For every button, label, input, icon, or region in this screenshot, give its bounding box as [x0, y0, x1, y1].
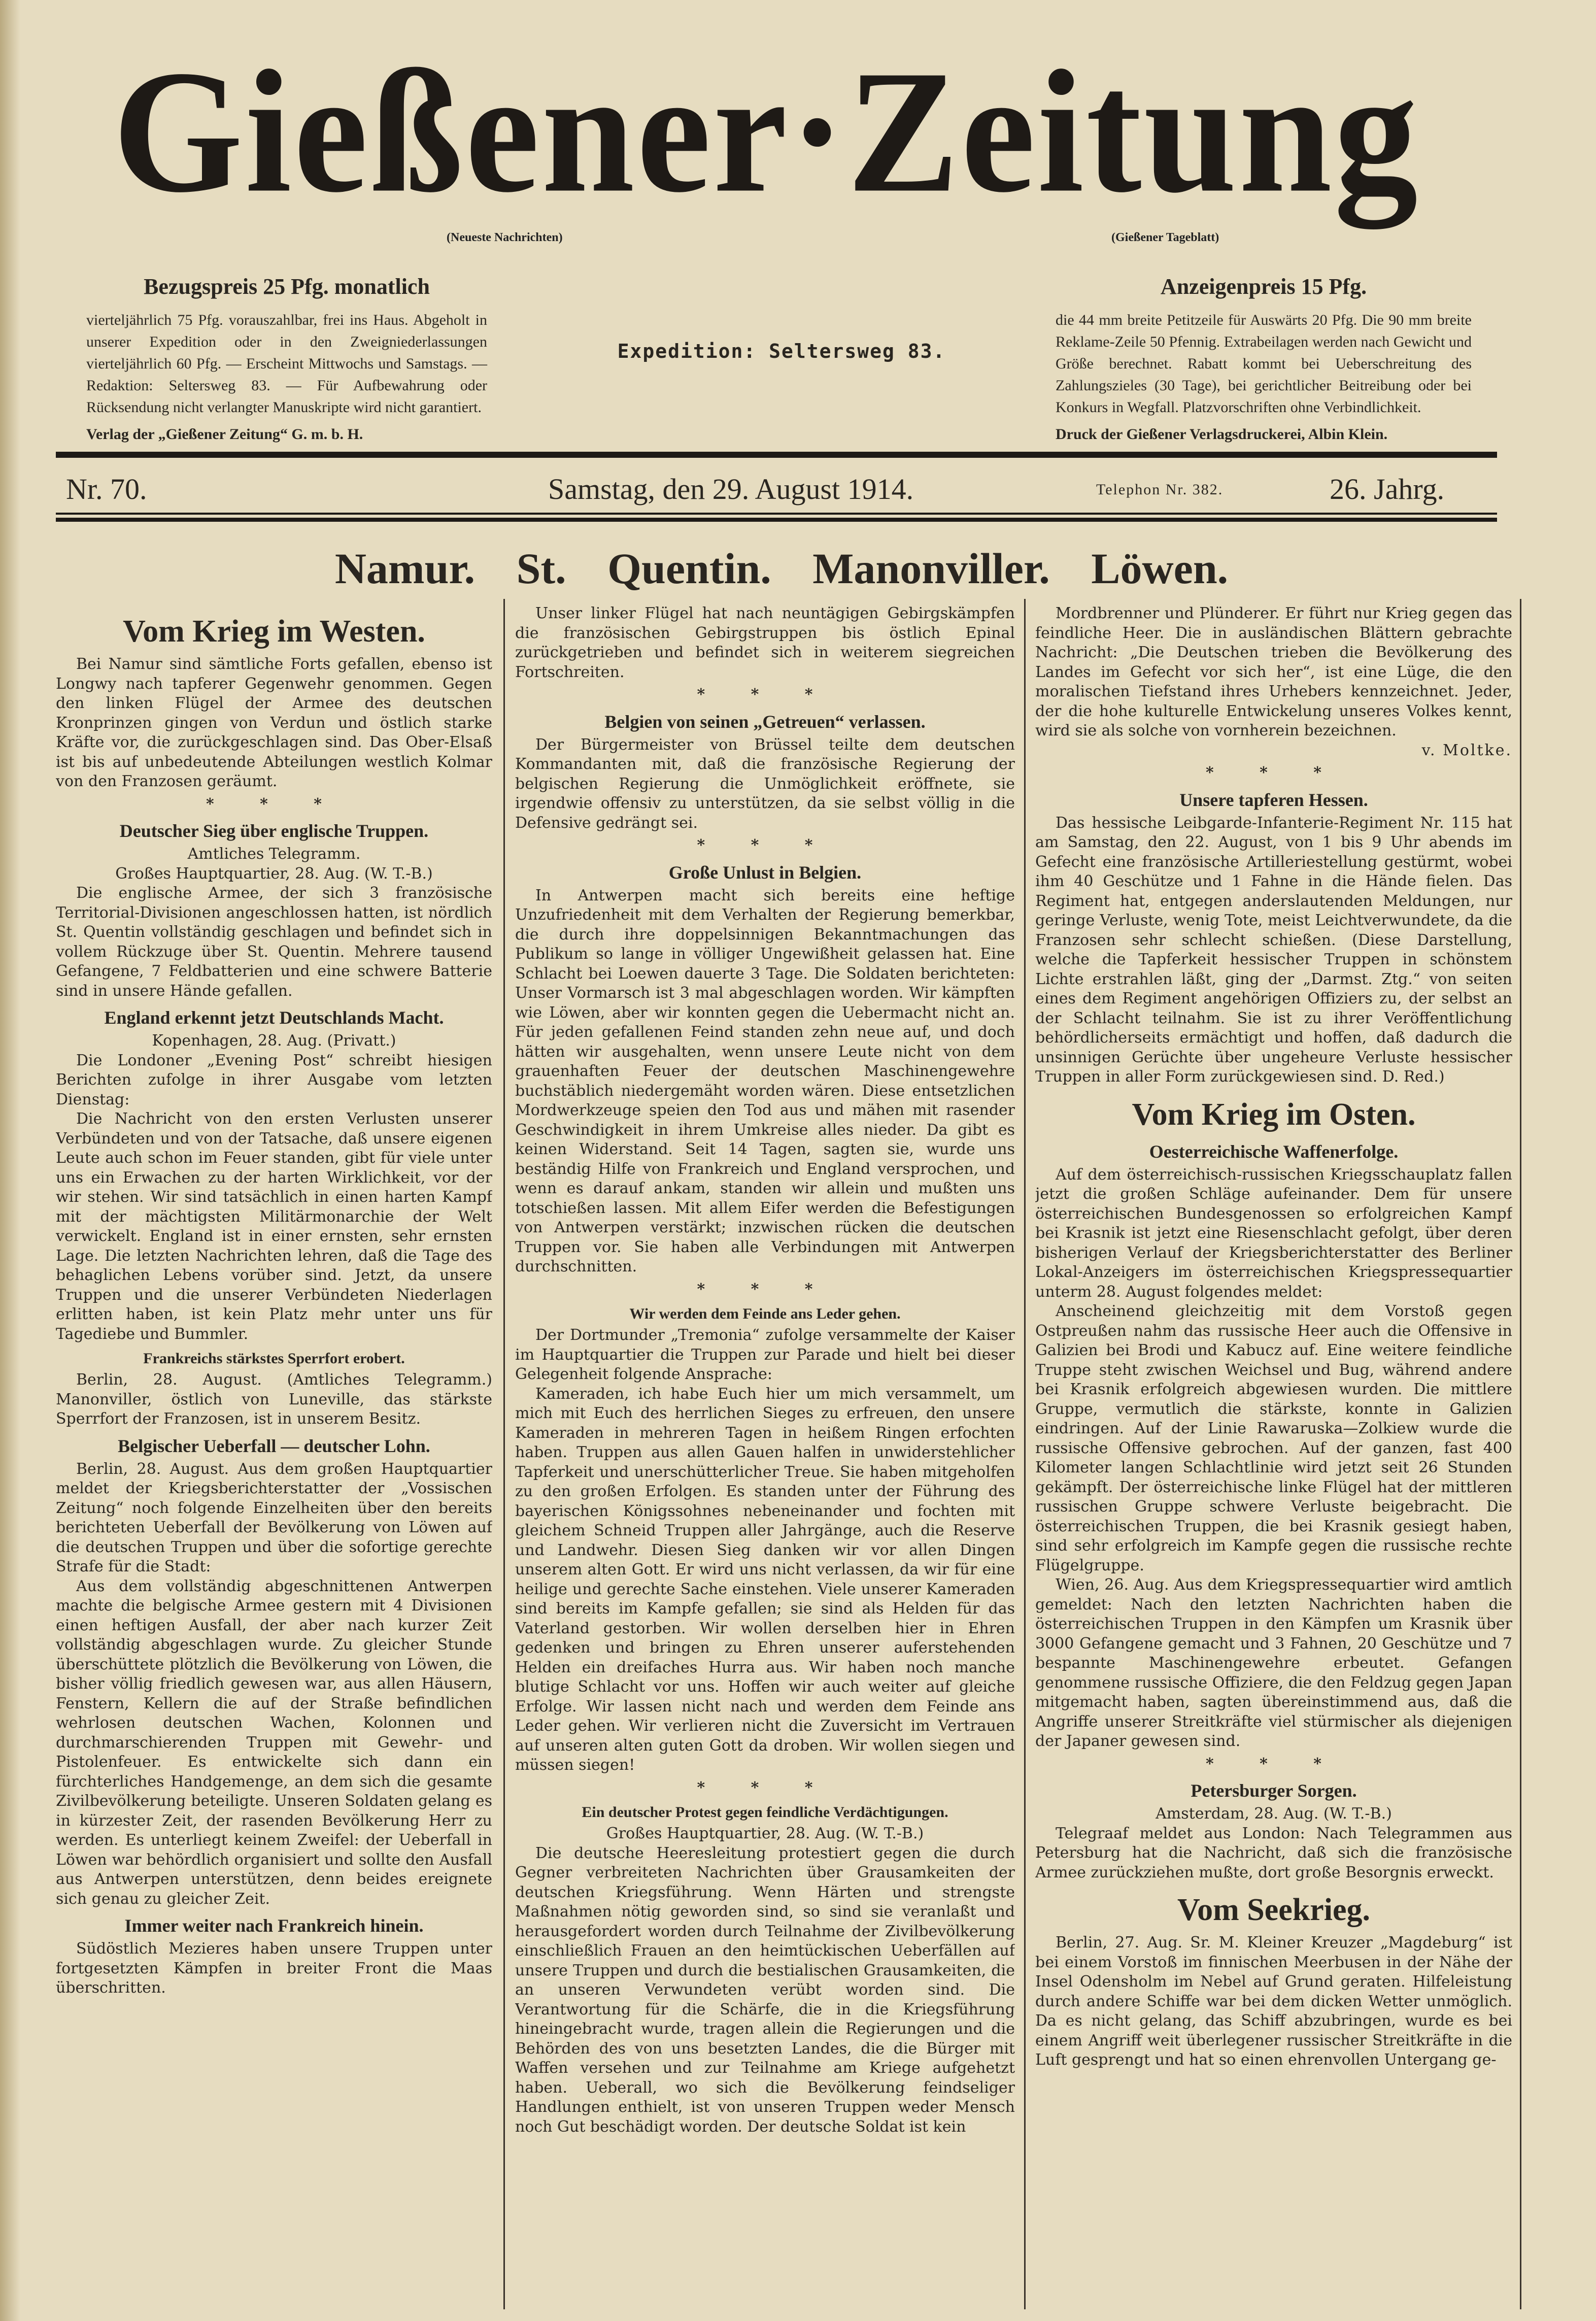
article-paragraph: Südöstlich Mezieres haben unsere Truppen unter fortgesetzten Kämpfen in breiter Front die Maas überschritten. [56, 1940, 492, 1997]
article-paragraph: Das hessische Leibgarde-Infanterie-Regiment Nr. 115 hat am Samstag, den 22. August, von 1 bis 9 Uhr abends im Gefecht eine französische Artilleriestellung gestürmt, wobei ihm 40 Geschütze und 1 Fahne in die Hände fielen. Das Regiment hat, entgegen anderslautenden Meldungen, nur geringe Verluste, wenig Tote, meist Leichtverwundete, da die Franzosen sehr schlecht schießen. (Diese Darstellung, welche die Tapferkeit hessischer Truppen in schönstem Lichte erstrahlen läßt, ging der „Darmst. Ztg.“ von seiten eines dem Regiment angehörigen Offiziers zu, der selbst an der Schlacht teilnahm. Sie ist zu ihrer Veröffentlichung behördlicherseits ermächtigt und hoffen, daß dadurch die unsinnigen Gerüchte über ungeheure Verluste hessischer Truppen in aller Form zurückgewiesen sind. D. Red.) [1035, 814, 1512, 1086]
article-heading: Immer weiter nach Frankreich hinein. [124, 1915, 424, 1936]
article-paragraph: Anscheinend gleichzeitig mit dem Vorstoß gegen Ostpreußen nahm das russische Heer auch die Offensive in Galizien bei Brodi und Kabucz auf. Eine weitere feindliche Truppe steht zwischen Weichsel und Bug, während andere bei Krasnik erfolgreich abgewiesen wurden. Die mittlere Gruppe, vermutlich die stärkste, konnte in Galizien eindringen. Auf der Linie Rawaruska—Zolkiew wurde die russische Offensive gebrochen. Auf der ganzen, fast 400 Kilometer langen Schlachtlinie wird jetzt seit 26 Stunden gekämpft. Der österreichische linke Flügel hat der mittleren russischen Gruppe schwere Verluste beigebracht. Die österreichischen Truppen, die bei Krasnik gesiegt haben, sind sehr erfolgreich im Kampfe gegen die russische rechte Flügelgruppe. [1035, 1302, 1512, 1574]
article-heading: Deutscher Sieg über englische Truppen. [119, 821, 429, 841]
article-paragraph: Berlin, 27. Aug. Sr. M. Kleiner Kreuzer „Magdeburg“ ist bei einem Vorstoß im finnischen Meerbusen in der Nähe der Insel Odensholm im Nebel auf Grund geraten. Hilfeleistung durch andere Schiffe war bei dem dicken Wetter unmöglich. Da es nicht gelang, das Schiff abzubringen, wurde es bei einem Angriff weit überlegener russischer Streitkräfte in die Luft gesprengt und hat so einen ehrenvollen Untergang ge- [1035, 1934, 1512, 2069]
separator-stars: * * * [1206, 764, 1342, 782]
article-paragraph: Die englische Armee, der sich 3 französische Territorial-Divisionen angeschlossen hatten, ist nördlich St. Quentin vollständig geschlagen und befindet sich in vollem Rückzuge über St. Quentin. Mehrere tausend Gefangene, 7 Feldbatterien und eine schwere Batterie sind in unsere Hände gefallen. [56, 884, 492, 1000]
article-subheading: Ein deutscher Protest gegen feindliche Verdächtigungen. [582, 1804, 948, 1821]
telephone-number: Telephon Nr. 382. [1096, 481, 1224, 498]
article-heading: England erkennt jetzt Deutschlands Macht. [104, 1007, 444, 1028]
advertising-price: Anzeigenpreis 15 Pfg. [1160, 274, 1367, 299]
masthead-sublabel-left: (Neueste Nachrichten) [447, 231, 563, 244]
article-paragraph: Aus dem vollständig abgeschnittenen Antwerpen machte die belgische Armee gestern mit 4 Divisionen einen heftigen Ausfall, der aber nach kurzer Zeit vollständig abgeschlagen wurde. Zu gleicher Stunde überschüttete plötzlich die Bevölkerung von Löwen, die bisher völlig friedlich gewesen war, aus allen Häusern, Fenstern, Kellern die auf der Straße befindlichen wehrlosen deutschen Wachen, Kolonnen und durchmarschierenden Truppen mit Gewehr- und Pistolenfeuer. Es entwickelte sich dann ein fürchterliches Handgemenge, an dem sich die gesamte Zivilbevölkerung beteiligte. Unseren Soldaten gelang es in kürzester Zeit, der rasenden Bevölkerung Herr zu werden. Es unterliegt keinem Zweifel: der Ueberfall in Löwen war behördlich organisiert und sollte den Ausfall aus Antwerpen unterstützen, denn beides ereignete sich genau zu gleicher Zeit. [56, 1577, 492, 1908]
separator-stars: * * * [206, 795, 342, 813]
separator-stars: * * * [697, 1778, 833, 1797]
article-subheading: Wir werden dem Feinde ans Leder gehen. [629, 1305, 901, 1322]
separator-stars: * * * [697, 1280, 833, 1298]
column-divider [1024, 599, 1026, 2309]
article-paragraph: Der Dortmunder „Tremonia“ zufolge versammelte der Kaiser im Hauptquartier die Truppen zur Parade und hielt bei dieser Gelegenheit folgende Ansprache: [515, 1326, 1015, 1383]
article-signature: v. Moltke. [1421, 741, 1512, 759]
article-paragraph: Die Nachricht von den ersten Verlusten unserer Verbündeten und von der Tatsache, daß unsere eigenen Leute auch schon im Feuer standen, gibt für viele unter uns ein Erwachen zu der harten Wirklichkeit, vor der wir stehen. Wir sind tatsächlich in einen harten Kampf mit der mächtigsten Militärmonarchie der Welt verwickelt. England ist in einer ernsten, sehr ernsten Lage. Die letzten Nachrichten lehren, daß die Tage des behaglichen Lebens vorüber sind. Jetzt, da unsere Truppen und die unserer Verbündeten Niederlagen erlitten haben, ist kein Platz mehr unter uns für Tagediebe und Bummler. [56, 1110, 492, 1343]
subscription-terms: vierteljährlich 75 Pfg. vorauszahlbar, frei ins Haus. Abgeholt in unserer Expedition oder in den Zweigniederlassungen vierteljährlich 60 Pfg. — Erscheint Mittwochs und Samstags. — Redaktion: Seltersweg 83. — Für Aufbewahrung oder Rücksendung nicht verlangter Manuskripte wird nicht garantiert. [86, 312, 487, 416]
page-border [1520, 599, 1521, 2309]
article-paragraph: Die Londoner „Evening Post“ schreibt hiesigen Berichten zufolge in ihrer Ausgabe vom letzten Dienstag: [56, 1051, 492, 1108]
dateline-rule-bottom [56, 518, 1497, 522]
article-dateline: Großes Hauptquartier, 28. Aug. (W. T.-B.) [115, 864, 433, 883]
front-page-headline: Namur. St. Quentin. Manonviller. Löwen. [334, 544, 1229, 593]
column-divider [503, 599, 505, 2309]
advertising-terms: die 44 mm breite Petitzeile für Auswärts 20 Pfg. Die 90 mm breite Reklame-Zeile 50 Pfennig. Extrabeilagen werden nach Gewicht und Größe berechnet. Rabatt kommt bei Ueberschreitung des Zahlungszieles (30 Tage), bei gerichtlicher Beitreibung oder bei Konkurs in Wegfall. Platzvorschriften ohne Verbindlichkeit. [1056, 312, 1472, 416]
section-heading: Vom Seekrieg. [1177, 1893, 1370, 1927]
page-edge [0, 0, 20, 2321]
dateline-rule-top [56, 513, 1497, 515]
article-dateline: Kopenhagen, 28. Aug. (Privatt.) [152, 1032, 396, 1050]
article-paragraph: In Antwerpen macht sich bereits eine heftige Unzufriedenheit mit dem Verhalten der Regierung bemerkbar, die durch ihre doppelsinnigen Bekanntmachungen das Publikum so lange in völliger Ungewißheit gelassen hat. Eine Schlacht bei Loewen dauerte 3 Tage. Die Soldaten berichteten: Unser Vormarsch ist 3 mal abgeschlagen worden. Wir kämpften wie Löwen, aber wir konnten gegen die Uebermacht nicht an. Für jeden gefallenen Feind standen zehn neue auf, und doch hätten wir ausgehalten, wenn unsere Leute nicht von dem grauenhaften Feuer der deutschen Maschinengewehre buchstäblich niedergemäht worden wären. Diese entsetzlichen Mordwerkzeuge speien den Tod aus und mähen mit rasender Geschwindigkeit in ihrem Umkreise alles nieder. Da gibt es keinen Widerstand. Seit 14 Tagen, sagten sie, wurde uns beständig Hilfe von Frankreich und England versprochen, und wenn es darauf ankam, standen wir allein und mußten uns totschießen lassen. Mit allem Eifer werden die Befestigungen von Antwerpen verstärkt; inzwischen rücken die deutschen Truppen vor. Sie haben alle Verbindungen mit Antwerpen durchschnitten. [515, 886, 1015, 1275]
article-paragraph: Kameraden, ich habe Euch hier um mich versammelt, um mich mit Euch des herrlichen Sieges zu erfreuen, den unsere Kameraden in mehreren Tagen in heißem Ringen erfochten haben. Truppen aus allen Gauen halfen in unwiderstehlicher Tapferkeit und unerschütterlicher Treue. Sie haben mitgeholfen zu den großen Erfolgen. Es standen unter der Führung des bayerischen Königssohnes nebeneinander und fochten mit gleichem Schneid Truppen aller Jahrgänge, auch die Reserve und Landwehr. Diesen Sieg danken wir vor allen Dingen unserem alten Gott. Er wird uns nicht verlassen, da wir für eine heilige und gerechte Sache einstehen. Viele unserer Kameraden sind bereits im Kampfe gefallen; sie sind als Helden für das Vaterland gestorben. Wir wollen derselben hier in Ehren gedenken und bringen zu Ehren unserer auferstehenden Helden ein dreifaches Hurra aus. Wir haben noch manche blutige Schlacht vor uns. Hoffen wir auch weiter auf gleiche Erfolge. Wir lassen nicht nach und werden dem Feinde ans Leder gehen. Wir verlieren nicht die Zuversicht im Vertrauen auf unseren alten guten Gott da droben. Wir wollen siegen und müssen siegen! [515, 1385, 1015, 1774]
column-1 [56, 604, 492, 2309]
article-paragraph: Mordbrenner und Plünderer. Er führt nur Krieg gegen das feindliche Heer. Die in ausländischen Blättern gebrachte Nachricht: „Die Deutschen trieben die Bevölkerung des Landes im Gefecht vor sich her“, ist eine Lüge, die den moralischen Tiefstand ihres Urhebers kennzeichnet. Jeder, der die hohe kulturelle Entwickelung unseres Volkes kennt, wird sie als solche von vornherein bezeichnen. [1035, 604, 1512, 739]
header-rule [56, 452, 1497, 458]
masthead-title: Gießener·Zeitung [113, 34, 1420, 229]
article-heading: Petersburger Sorgen. [1191, 1780, 1357, 1801]
article-heading: Große Unlust in Belgien. [668, 862, 862, 883]
article-paragraph: Berlin, 28. August. Aus dem großen Hauptquartier meldet der Kriegsberichterstatter der „Vossischen Zeitung“ noch folgende Einzelheiten über den bereits berichteten Ueberfall der Bevölkerung von Löwen auf die deutschen Truppen und über die sofortige gerechte Strafe für die Stadt: [56, 1460, 492, 1575]
section-heading: Vom Krieg im Westen. [123, 614, 425, 649]
separator-stars: * * * [697, 836, 833, 854]
subscription-box [86, 272, 487, 445]
article-paragraph: Auf dem österreichisch-russischen Kriegsschauplatz fallen jetzt die großen Schläge aufeinander. Dem für unsere österreichischen Bundesgenossen so erfolgreichen Kampf bei Krasnik ist jetzt eine Riesenschlacht gefolgt, über deren bisherigen Verlauf der Kriegsberichterstatter des Berliner Lokal-Anzeigers im österreichischen Kriegspressequartier unterm 28. August folgendes meldet: [1035, 1165, 1512, 1301]
article-paragraph: Unser linker Flügel hat nach neuntägigen Gebirgskämpfen die französischen Gebirgstruppen bis östlich Epinal zurückgetrieben und befindet sich in weiterem siegreichen Fortschreiten. [515, 604, 1015, 681]
article-heading: Unsere tapferen Hessen. [1179, 789, 1368, 810]
column-3 [1035, 604, 1512, 2309]
article-dateline: Amtliches Telegramm. [187, 845, 361, 863]
article-paragraph: Bei Namur sind sämtliche Forts gefallen, ebenso ist Longwy nach tapferer Gegenwehr genommen. Gegen den linken Flügel der Armee des deutschen Kronprinzen gingen von Verdun und östlich starke Kräfte vor, die zurückgeschlagen sind. Das Ober-Elsaß ist bis auf unbedeutende Abteilungen westlich Kolmar von den Franzosen geräumt. [56, 655, 492, 790]
article-paragraph: Wien, 26. Aug. Aus dem Kriegspressequartier wird amtlich gemeldet: Nach den letzten Nachrichten haben die österreichischen Truppen in den Kämpfen um Krasnik über 3000 Gefangene gemacht und 3 Fahnen, 20 Geschütze und 7 bespannte Maschinengewehre erbeutet. Gefangen genommene russische Offiziere, die den Feldzug gegen Japan mitgemacht haben, sagten übereinstimmend aus, daß die Angriffe unserer Streitkräfte viel stürmischer als diejenigen der Japaner gewesen sind. [1035, 1576, 1512, 1750]
article-dateline: Amsterdam, 28. Aug. (W. T.-B.) [1156, 1805, 1392, 1823]
article-paragraph: Berlin, 28. August. (Amtliches Telegramm.) Manonviller, östlich von Luneville, das stärkste Sperrfort der Franzosen, ist in unserem Besitz. [56, 1371, 492, 1428]
article-paragraph: Der Bürgermeister von Brüssel teilte dem deutschen Kommandanten mit, daß die französische Regierung der belgischen Regierung die Unmöglichkeit eröffnete, sie irgendwie offensiv zu unterstützen, da sie selbst völlig in die Defensive gedrängt sei. [515, 735, 1015, 832]
article-heading: Oesterreichische Waffenerfolge. [1149, 1141, 1399, 1162]
article-paragraph: Telegraaf meldet aus London: Nach Telegrammen aus Petersburg hat die Nachricht, daß sich die französische Armee zurückziehen mußte, dort große Besorgnis erweckt. [1035, 1824, 1512, 1881]
issue-number: Nr. 70. [66, 473, 147, 506]
article-heading: Belgien von seinen „Getreuen“ verlassen. [604, 711, 926, 732]
volume-year: 26. Jahrg. [1330, 473, 1445, 506]
printer-line: Druck der Gießener Verlagsdruckerei, Albin Klein. [1056, 426, 1388, 443]
section-heading: Vom Krieg im Osten. [1132, 1097, 1416, 1132]
separator-stars: * * * [1206, 1755, 1342, 1773]
separator-stars: * * * [697, 686, 833, 703]
article-dateline: Großes Hauptquartier, 28. Aug. (W. T.-B.) [606, 1825, 924, 1842]
advertising-box [1056, 272, 1472, 445]
expedition-address: Expedition: Seltersweg 83. [617, 340, 946, 362]
subscription-price: Bezugspreis 25 Pfg. monatlich [144, 274, 430, 299]
column-2 [515, 604, 1015, 2309]
article-subheading: Frankreichs stärkstes Sperrfort erobert. [143, 1350, 405, 1367]
article-paragraph: Die deutsche Heeresleitung protestiert gegen die durch Gegner verbreiteten Nachrichten über Grausamkeiten der deutschen Kriegsführung. Wenn Härten und strengste Maßnahmen nötig geworden sind, so sind sie veranlaßt und herausgefordert worden durch Teilnahme der Zivilbevölkerung einschließlich Frauen an den heimtückischen Ueberfällen auf unsere Truppen und durch die bestialischen Grausamkeiten, die an unseren Verwundeten verübt worden sind. Die Verantwortung für die Schärfe, die in die Kriegsführung hineingebracht wurde, tragen allein die Regierungen und die Behörden des von uns besetzten Landes, die die Bürger mit Waffen versehen und zur Teilnahme am Kriege aufgehetzt haben. Ueberall, wo sich die Bevölkerung feindseliger Handlungen enthielt, ist von unseren Truppen weder Mensch noch Gut beschädigt worden. Der deutsche Soldat ist kein [515, 1844, 1015, 2136]
issue-date: Samstag, den 29. August 1914. [548, 473, 914, 506]
publisher-line: Verlag der „Gießener Zeitung“ G. m. b. H. [86, 426, 363, 443]
article-heading: Belgischer Ueberfall — deutscher Lohn. [118, 1435, 430, 1456]
masthead-sublabel-right: (Gießener Tageblatt) [1111, 231, 1219, 244]
